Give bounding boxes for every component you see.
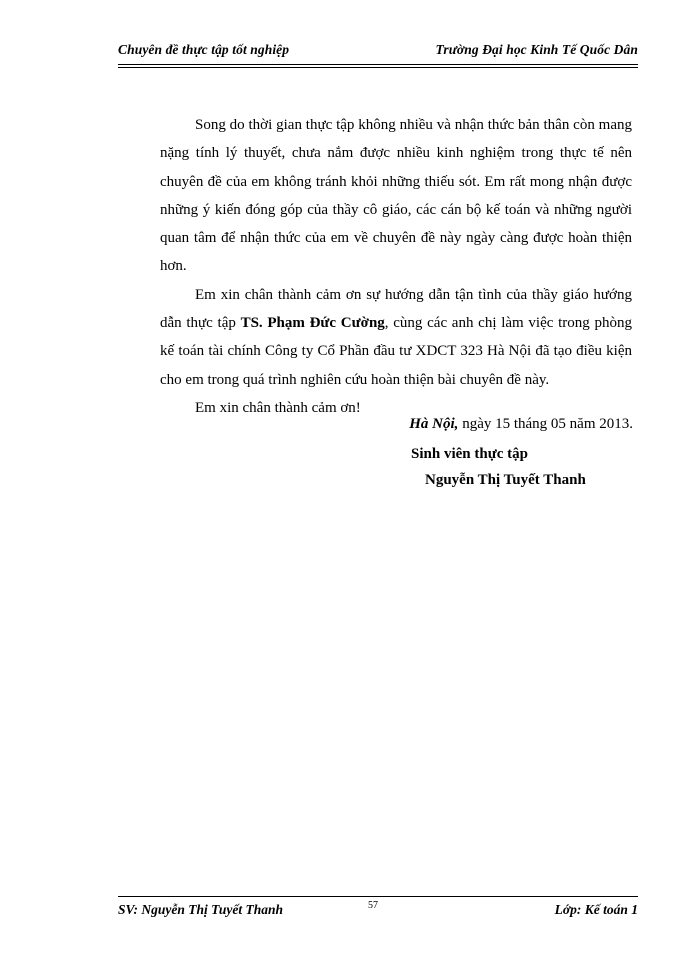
paragraph-limitations: Song do thời gian thực tập không nhiều và nhận thức bản thân còn mang nặng tính lý thuyết, chưa nắm được nhiều kinh nghiệm trong thực tế nên chuyên đề của em không tránh khỏi những thiếu sót. Em rất mong nhận được những ý kiến đóng góp của thầy cô giáo, các cán bộ kế toán và những người quan tâm để nhận thức của em về chuyên đề này ngày càng được hoàn thiện hơn. (160, 117, 632, 275)
thanks-text-after: , cùng các anh chị làm việc trong phòng kế toán tài chính Công ty Cổ Phần đầu tư XDCT 323 Hà Nội đã tạo điều kiện cho em trong quá trình nghiên cứu hoàn thiện bài chuyên đề này. (160, 315, 632, 388)
signoff-place: Hà Nội, (409, 416, 459, 432)
footer-rule (118, 896, 638, 897)
document-body (160, 111, 632, 422)
page-number: 57 (368, 900, 378, 911)
header-university-name: Trường Đại học Kinh Tế Quốc Dân (435, 42, 638, 57)
page-footer (118, 900, 638, 922)
signoff-date: ngày 15 tháng 05 năm 2013. (458, 416, 633, 432)
paragraph-thanks-advisor (160, 281, 632, 394)
header-rule-bottom (118, 67, 638, 68)
header-report-title: Chuyên đề thực tập tốt nghiệp (118, 42, 290, 57)
page-header (118, 38, 638, 64)
advisor-name: TS. Phạm Đức Cường (240, 315, 385, 332)
signoff-student-name: Nguyễn Thị Tuyết Thanh (425, 472, 586, 488)
footer-class: Lớp: Kế toán 1 (554, 902, 638, 917)
header-rule-top (118, 64, 638, 65)
signoff-role: Sinh viên thực tập (411, 446, 528, 462)
signoff-date-line (409, 416, 633, 433)
paragraph-closing-thanks: Em xin chân thành cảm ơn! (195, 399, 361, 416)
footer-student: SV: Nguyễn Thị Tuyết Thanh (118, 902, 284, 917)
thanks-text-before: Em xin chân thành cảm ơn sự hướng dẫn tận tình của thầy giáo hướng dẫn thực tập (160, 286, 632, 332)
